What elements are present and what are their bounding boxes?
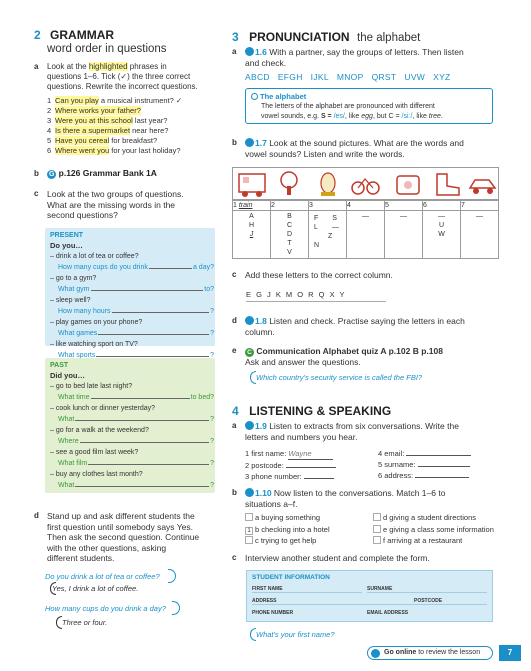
section-title: GRAMMAR — [50, 28, 115, 42]
instruction-text: first question until somebody says Yes. — [47, 521, 193, 532]
question-prompt: – cook lunch or dinner yesterday? — [50, 405, 156, 412]
letter-group: EFGH — [277, 72, 303, 82]
instruction-text: Look at the — [47, 62, 87, 71]
present-content — [50, 232, 214, 360]
letter-groups — [245, 72, 505, 82]
listen-a — [232, 421, 502, 442]
listen-c — [232, 553, 430, 563]
question-prompt: – go for a walk at the weekend? — [50, 427, 149, 434]
column-3-overlay: F S L — Z N — [314, 215, 339, 249]
letter-group: MNOP — [336, 72, 364, 82]
phone-picture — [397, 176, 419, 194]
pron-b — [232, 138, 502, 159]
past-intro: Did you… — [50, 371, 85, 380]
answer-line[interactable]: What time to bed? — [58, 393, 214, 401]
column-4-letters: — — [347, 211, 385, 259]
listen-item: 1 first name: Wayne — [245, 448, 365, 460]
audio-icon[interactable] — [245, 138, 254, 147]
pron-d — [232, 316, 502, 337]
listen-b — [232, 488, 502, 509]
listen-item: 3 phone number: — [245, 471, 365, 482]
practice-question — [50, 318, 214, 338]
section-title: PRONUNCIATION — [249, 30, 350, 44]
question-prompt: – drink a lot of tea or coffee? — [50, 253, 139, 260]
question-item: 5 Have you cereal for breakfast? — [47, 136, 158, 145]
speech-bubble-mark — [50, 582, 56, 595]
instruction-text: Now listen to the conversations. Match 1–6 to — [273, 488, 446, 498]
instruction-text: Ask and answer the questions. — [245, 357, 361, 367]
letters-to-add: E G J K M O R Q X Y — [246, 290, 346, 299]
question-item: 2 Where works your father? — [47, 106, 141, 115]
tree-picture — [281, 172, 297, 195]
listen-item: 6 address: — [378, 470, 498, 481]
practice-question — [50, 252, 214, 272]
instruction-text: Look at the two groups of questions. — [47, 189, 184, 199]
search-icon — [251, 93, 258, 100]
communication-link[interactable]: Communication Alphabet quiz A p.102 B p.108 — [256, 346, 443, 356]
instruction-text: column. — [245, 326, 275, 337]
surname-field[interactable]: SURNAME — [367, 586, 487, 593]
sound-number: 4 — [347, 201, 385, 211]
sound-number: 6 — [423, 201, 461, 211]
instruction-text: Add these letters to the correct column. — [245, 270, 393, 280]
question-list — [47, 96, 222, 156]
column-6-letters: — U W — [423, 211, 461, 259]
grammar-bank-icon: G — [49, 171, 55, 178]
item-letter: d — [34, 511, 39, 520]
tip-line: The letters of the alphabet are pronounced with different — [261, 103, 435, 110]
listen-item: 2 postcode: — [245, 460, 365, 471]
answer-box[interactable] — [373, 513, 381, 521]
practice-question — [50, 404, 214, 424]
instruction-text: letters and numbers you hear. — [245, 431, 358, 442]
item-letter: b — [232, 138, 237, 147]
answer-box[interactable] — [373, 536, 381, 544]
pron-header — [232, 28, 420, 46]
item-letter: a — [232, 47, 237, 56]
question-prompt: – sleep well? — [50, 297, 91, 304]
pron-c — [232, 270, 393, 280]
train-picture — [239, 174, 265, 197]
question-item: 4 Is there a supermarket near here? — [47, 126, 169, 135]
grammar-c — [34, 189, 214, 221]
tip-box — [245, 88, 493, 124]
question-prompt: – buy any clothes last month? — [50, 471, 143, 478]
section-number: 4 — [232, 404, 239, 418]
speech-bubble-mark — [172, 601, 180, 615]
item-letter: a — [232, 421, 237, 430]
communication-icon: C — [245, 348, 254, 357]
sound-number: 2 — [271, 201, 309, 211]
question-prompt: – like watching sport on TV? — [50, 341, 138, 348]
answer-line[interactable]: How many cups do you drink a day? — [58, 263, 214, 271]
item-letter: a — [34, 62, 39, 71]
answer-line[interactable]: What ? — [58, 415, 214, 423]
column-7-letters: — — [461, 211, 499, 259]
answer-box[interactable] — [245, 536, 253, 544]
example-question-1: Do you drink a lot of tea or coffee? — [45, 572, 160, 581]
page-number: 7 — [499, 645, 521, 661]
past-title: PAST — [50, 362, 69, 369]
instruction-text: and check. — [245, 57, 287, 68]
instruction-text: Listen to extracts from six conversations. Write the — [269, 421, 459, 431]
speech-bubble-mark — [250, 628, 256, 641]
example-answer-1: Yes, I drink a lot of coffee. — [52, 584, 139, 593]
example-answer-2: Three or four. — [62, 618, 108, 627]
instruction-text: different students. — [47, 553, 115, 563]
answer-box[interactable] — [245, 513, 253, 521]
grammar-bank-link[interactable]: p.126 Grammar Bank 1A — [58, 168, 157, 178]
car-picture — [470, 180, 495, 194]
item-letter: e — [232, 346, 237, 355]
sound-number: 3 — [309, 201, 347, 211]
practice-question — [50, 470, 214, 490]
answer-line[interactable]: What sports ? — [58, 351, 214, 359]
student-info-form — [246, 570, 493, 622]
address-field[interactable]: ADDRESS — [252, 598, 412, 605]
instruction-text: questions. Rewrite the incorrect questions. — [47, 82, 198, 91]
item-letter: b — [34, 169, 39, 178]
speech-bubble-first-name: What's your first name? — [256, 630, 335, 639]
question-item: 3 Were you at this school last year? — [47, 116, 168, 125]
sound-pictures — [233, 168, 498, 199]
answer-box[interactable]: 1 — [245, 527, 253, 535]
speech-bubble-fbi: Which country's security service is called the FBI? — [256, 373, 423, 382]
section-number: 3 — [232, 30, 239, 44]
form-title: STUDENT INFORMATION — [252, 574, 330, 581]
speech-bubble-mark — [168, 569, 176, 583]
go-online-link[interactable]: Go online to review the lesson — [367, 646, 493, 660]
sound-number: 7 — [461, 201, 499, 211]
item-letter: c — [232, 553, 237, 562]
tip-line: vowel sounds, e.g. S = /es/, like egg, but C = /siː/, like tree. — [261, 112, 443, 120]
item-letter: d — [232, 316, 237, 325]
question-prompt: – see a good film last week? — [50, 449, 139, 456]
tip-title-row — [251, 92, 306, 101]
sound-letter-row — [233, 211, 499, 259]
instruction-text: Then ask the second question. Continue — [47, 532, 200, 542]
answer-line[interactable]: What film ? — [58, 459, 214, 467]
instruction-text: Interview another student and complete the form. — [245, 553, 430, 563]
practice-question — [50, 448, 214, 468]
column-1-letters: A H J — [233, 211, 271, 259]
phone-field[interactable]: PHONE NUMBER — [252, 610, 294, 616]
past-content — [50, 362, 214, 490]
listen-item: 4 email: — [378, 448, 498, 459]
bike-picture — [352, 179, 379, 194]
situation-row: a buying something d giving a student directions — [245, 512, 505, 524]
letter-group: UVW — [404, 72, 426, 82]
boot-picture — [437, 174, 459, 195]
instruction-text: with the other questions, asking — [47, 542, 167, 553]
question-prompt: – go to bed late last night? — [50, 383, 133, 390]
grammar-b — [34, 168, 157, 179]
answer-example: train — [238, 202, 253, 209]
sound-number: 5 — [385, 201, 423, 211]
answer-line[interactable]: What games ? — [58, 329, 214, 337]
highlight-word: highlighted — [88, 62, 128, 71]
pron-a — [232, 47, 502, 68]
answer-line[interactable]: Where ? — [58, 437, 214, 445]
letter-group: ABCD — [245, 72, 270, 82]
instruction-text: Look at the sound pictures. What are the words and — [269, 138, 464, 148]
situations-list — [245, 512, 505, 547]
listen-header — [232, 402, 391, 420]
situation-row: 1 b checking into a hotel e giving a class some information — [245, 524, 505, 536]
grammar-d — [34, 511, 219, 564]
instruction-text: Listen and check. Practise saying the letters in each — [269, 316, 465, 326]
practice-question — [50, 296, 214, 316]
practice-question — [50, 274, 214, 294]
sound-table — [232, 200, 499, 259]
instruction-text: questions 1–6. Tick (✓) the three correct — [47, 72, 191, 81]
column-2-letters: B C D T V — [271, 211, 309, 259]
section-number: 2 — [34, 28, 41, 42]
section-title: LISTENING & SPEAKING — [249, 404, 392, 418]
audio-icon[interactable] — [245, 47, 254, 56]
section-subtitle: the alphabet — [357, 32, 421, 44]
egg-picture — [321, 173, 335, 196]
email-field[interactable]: EMAIL ADDRESS — [367, 610, 409, 616]
instruction-text: Stand up and ask different students the — [47, 511, 195, 521]
instruction-text: situations a–f. — [245, 498, 298, 509]
tip-text — [261, 102, 443, 121]
speech-bubble-mark — [250, 371, 256, 384]
question-item: 6 Where went you for your last holiday? — [47, 146, 181, 155]
audio-icon[interactable] — [245, 316, 254, 325]
item-letter: b — [232, 488, 237, 497]
instruction-text: vowel sounds? Listen and write the words. — [245, 148, 405, 159]
answer-box[interactable] — [373, 525, 381, 533]
practice-question — [50, 382, 214, 402]
audio-track: 1.10 — [255, 488, 272, 498]
column-5-letters: — — [385, 211, 423, 259]
item-letter: c — [232, 270, 237, 279]
letter-group: QRST — [371, 72, 397, 82]
letter-group: XYZ — [433, 72, 451, 82]
practice-question — [50, 340, 214, 360]
audio-track: 1.8 — [255, 316, 267, 326]
question-prompt: – go to a gym? — [50, 275, 97, 282]
answer-line[interactable]: How many hours ? — [58, 307, 214, 315]
grammar-a — [34, 62, 214, 92]
sound-number-row: 1 train 2 3 4 5 6 7 — [233, 201, 499, 211]
divider — [246, 301, 386, 302]
item-letter: c — [34, 189, 39, 198]
pron-e — [232, 346, 502, 368]
audio-track: 1.9 — [255, 421, 267, 431]
instruction-text: With a partner, say the groups of letters. Then listen — [269, 47, 464, 57]
situation-row: c trying to get help f arriving at a restaurant — [245, 535, 505, 547]
sound-pictures-row — [232, 167, 499, 200]
letter-group: IJKL — [310, 72, 329, 82]
example-question-2: How many cups do you drink a day? — [45, 604, 166, 613]
audio-icon[interactable] — [245, 488, 254, 497]
answer-line[interactable]: What ? — [58, 481, 214, 489]
audio-icon[interactable] — [245, 421, 254, 430]
speech-bubble-mark — [56, 616, 62, 629]
first-name-field[interactable]: FIRST NAME — [252, 586, 362, 593]
grammar-section — [34, 28, 214, 56]
listen-items-right — [378, 448, 498, 481]
audio-track: 1.6 — [255, 47, 267, 57]
audio-track: 1.7 — [255, 138, 267, 148]
question-item: 1 Can you play a musical instrument? ✓ — [47, 96, 183, 105]
section-subtitle: word order in questions — [47, 43, 167, 55]
present-intro: Do you… — [50, 241, 83, 250]
listen-items-left — [245, 448, 365, 482]
postcode-field[interactable]: POSTCODE — [412, 598, 487, 605]
listen-item: 5 surname: — [378, 459, 498, 470]
present-title: PRESENT — [50, 232, 84, 239]
practice-question — [50, 426, 214, 446]
tip-title: The alphabet — [260, 92, 307, 101]
answer-line[interactable]: What gym to? — [58, 285, 214, 293]
online-icon — [371, 649, 380, 658]
instruction-text: What are the missing words in the — [47, 199, 176, 210]
instruction-text: second questions? — [47, 210, 118, 220]
instruction-text: phrases in — [129, 62, 167, 71]
question-prompt: – play games on your phone? — [50, 319, 143, 326]
